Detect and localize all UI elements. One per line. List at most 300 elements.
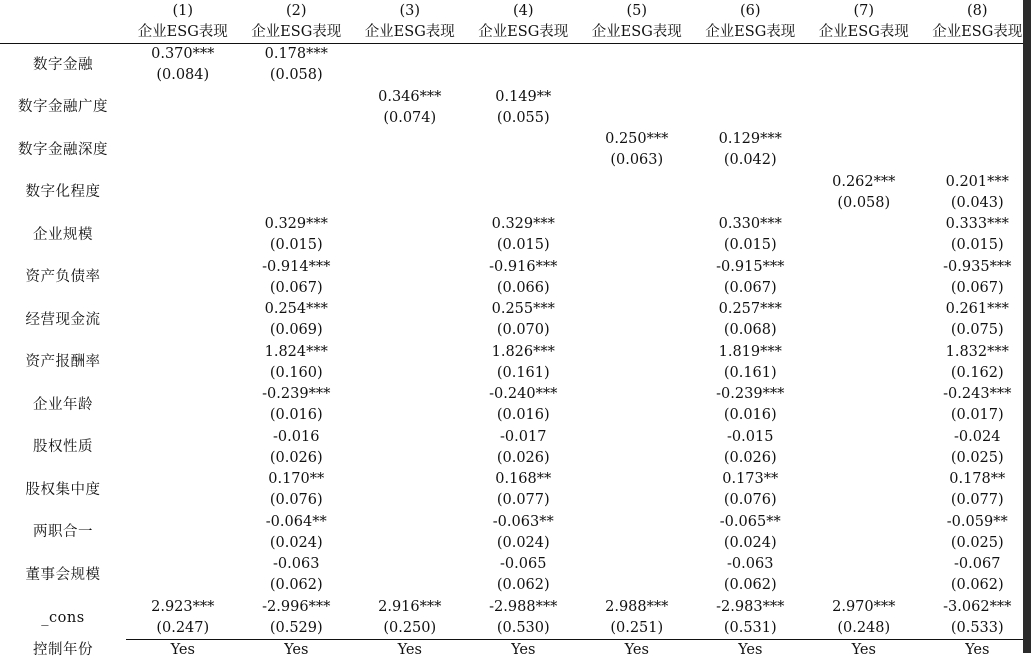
standard-error-cell: (0.015) <box>921 235 1031 257</box>
standard-error-cell <box>126 193 240 215</box>
coefficient-cell: 1.832*** <box>921 342 1031 363</box>
coefficient-cell: -0.239*** <box>694 384 808 405</box>
variable-label: 资产负债率 <box>0 257 126 300</box>
coefficient-cell <box>807 214 921 235</box>
standard-error-cell <box>126 448 240 470</box>
standard-error-cell: (0.024) <box>467 533 581 555</box>
table-row <box>0 150 1031 172</box>
standard-error-cell <box>126 490 240 512</box>
standard-error-cell <box>807 575 921 597</box>
standard-error-cell: (0.062) <box>467 575 581 597</box>
coefficient-cell <box>126 87 240 108</box>
table-row <box>0 427 1031 448</box>
coefficient-cell: 0.261*** <box>921 299 1031 320</box>
table-row <box>0 108 1031 130</box>
standard-error-cell: (0.026) <box>467 448 581 470</box>
table-row <box>0 469 1031 490</box>
table-row <box>0 363 1031 385</box>
table-row <box>0 193 1031 215</box>
standard-error-cell: (0.017) <box>921 405 1031 427</box>
table-row <box>0 87 1031 108</box>
standard-error-cell: (0.077) <box>467 490 581 512</box>
coefficient-cell <box>353 214 467 235</box>
coefficient-cell: -0.239*** <box>240 384 354 405</box>
dependent-variable: 企业ESG表现 <box>126 21 240 44</box>
column-number: (1) <box>126 2 240 21</box>
coefficient-cell <box>580 44 694 66</box>
standard-error-cell: (0.250) <box>353 618 467 640</box>
coefficient-cell <box>580 554 694 575</box>
standard-error-cell <box>353 235 467 257</box>
standard-error-cell: (0.016) <box>240 405 354 427</box>
standard-error-cell: (0.161) <box>467 363 581 385</box>
coefficient-cell <box>353 469 467 490</box>
dependent-variable: 企业ESG表现 <box>240 21 354 44</box>
standard-error-cell: (0.074) <box>353 108 467 130</box>
standard-error-cell <box>807 320 921 342</box>
coefficient-cell <box>807 299 921 320</box>
dependent-variable: 企业ESG表现 <box>807 21 921 44</box>
table-row <box>0 257 1031 278</box>
standard-error-cell: (0.015) <box>694 235 808 257</box>
coefficient-cell: -0.059** <box>921 512 1031 533</box>
standard-error-cell: (0.062) <box>694 575 808 597</box>
coefficient-cell <box>580 214 694 235</box>
control-value: Yes <box>353 640 467 660</box>
coefficient-cell <box>921 129 1031 150</box>
coefficient-cell: 0.250*** <box>580 129 694 150</box>
standard-error-cell <box>807 490 921 512</box>
table-row <box>0 65 1031 87</box>
coefficient-cell <box>807 469 921 490</box>
coefficient-cell <box>126 299 240 320</box>
variable-label: 董事会规模 <box>0 554 126 597</box>
coefficient-cell <box>353 554 467 575</box>
coefficient-cell <box>694 87 808 108</box>
standard-error-cell <box>921 65 1031 87</box>
standard-error-cell: (0.067) <box>921 278 1031 300</box>
standard-error-cell: (0.025) <box>921 448 1031 470</box>
control-value: Yes <box>240 640 354 660</box>
column-number: (6) <box>694 2 808 21</box>
standard-error-cell <box>353 533 467 555</box>
control-value: Yes <box>467 640 581 660</box>
coefficient-cell: 0.129*** <box>694 129 808 150</box>
coefficient-cell: 2.988*** <box>580 597 694 618</box>
standard-error-cell: (0.248) <box>807 618 921 640</box>
standard-error-cell: (0.067) <box>694 278 808 300</box>
coefficient-cell: -0.063 <box>240 554 354 575</box>
dependent-variable: 企业ESG表现 <box>694 21 808 44</box>
coefficient-cell: -0.916*** <box>467 257 581 278</box>
coefficient-cell: -0.016 <box>240 427 354 448</box>
table-row <box>0 299 1031 320</box>
coefficient-cell: 1.826*** <box>467 342 581 363</box>
coefficient-cell <box>807 554 921 575</box>
coefficient-cell: 2.970*** <box>807 597 921 618</box>
coefficient-cell <box>580 299 694 320</box>
variable-label: 企业规模 <box>0 214 126 257</box>
standard-error-cell <box>694 65 808 87</box>
standard-error-cell <box>580 405 694 427</box>
variable-label: _cons <box>0 597 126 640</box>
standard-error-cell: (0.160) <box>240 363 354 385</box>
coefficient-cell <box>353 257 467 278</box>
standard-error-cell <box>807 363 921 385</box>
standard-error-cell: (0.058) <box>807 193 921 215</box>
standard-error-cell: (0.015) <box>240 235 354 257</box>
standard-error-cell <box>580 490 694 512</box>
standard-error-cell <box>807 108 921 130</box>
table-row <box>0 384 1031 405</box>
coefficient-cell <box>694 44 808 66</box>
standard-error-cell: (0.062) <box>240 575 354 597</box>
coefficient-cell <box>353 427 467 448</box>
standard-error-cell: (0.058) <box>240 65 354 87</box>
standard-error-cell <box>467 65 581 87</box>
standard-error-cell: (0.070) <box>467 320 581 342</box>
standard-error-cell <box>353 320 467 342</box>
coefficient-cell <box>353 129 467 150</box>
variable-label: 数字金融深度 <box>0 129 126 172</box>
coefficient-cell <box>807 257 921 278</box>
coefficient-cell: -0.064** <box>240 512 354 533</box>
coefficient-cell: 1.819*** <box>694 342 808 363</box>
coefficient-cell <box>580 384 694 405</box>
standard-error-cell <box>126 320 240 342</box>
coefficient-cell <box>240 129 354 150</box>
standard-error-cell <box>126 575 240 597</box>
standard-error-cell: (0.247) <box>126 618 240 640</box>
dependent-variable: 企业ESG表现 <box>467 21 581 44</box>
coefficient-cell <box>467 44 581 66</box>
standard-error-cell <box>807 405 921 427</box>
coefficient-cell: 0.149** <box>467 87 581 108</box>
table-row <box>0 44 1031 66</box>
standard-error-cell: (0.026) <box>694 448 808 470</box>
table-row <box>0 575 1031 597</box>
standard-error-cell: (0.043) <box>921 193 1031 215</box>
coefficient-cell: -0.067 <box>921 554 1031 575</box>
coefficient-cell: -0.935*** <box>921 257 1031 278</box>
standard-error-cell <box>126 108 240 130</box>
table-row <box>0 512 1031 533</box>
table-row <box>0 554 1031 575</box>
table-row <box>0 214 1031 235</box>
standard-error-cell: (0.076) <box>694 490 808 512</box>
standard-error-cell <box>807 235 921 257</box>
standard-error-cell <box>353 490 467 512</box>
standard-error-cell <box>126 150 240 172</box>
coefficient-cell: -0.017 <box>467 427 581 448</box>
window-edge <box>1023 0 1031 653</box>
control-label: 控制年份 <box>0 640 126 660</box>
header-corner <box>0 21 126 44</box>
column-number: (3) <box>353 2 467 21</box>
coefficient-cell: -0.065** <box>694 512 808 533</box>
variable-label: 股权性质 <box>0 427 126 470</box>
coefficient-cell: 0.262*** <box>807 172 921 193</box>
coefficient-cell: 0.173** <box>694 469 808 490</box>
coefficient-cell <box>580 87 694 108</box>
variable-label: 数字化程度 <box>0 172 126 215</box>
standard-error-cell: (0.077) <box>921 490 1031 512</box>
standard-error-cell <box>126 278 240 300</box>
standard-error-cell <box>921 150 1031 172</box>
dependent-variable: 企业ESG表现 <box>921 21 1031 44</box>
coefficient-cell <box>580 469 694 490</box>
dependent-variable-row <box>0 21 1031 44</box>
standard-error-cell <box>921 108 1031 130</box>
table-row <box>0 320 1031 342</box>
standard-error-cell <box>240 108 354 130</box>
variable-label: 资产报酬率 <box>0 342 126 385</box>
coefficient-cell <box>807 512 921 533</box>
coefficient-cell: -0.063** <box>467 512 581 533</box>
standard-error-cell <box>240 193 354 215</box>
coefficient-cell: 2.916*** <box>353 597 467 618</box>
coefficient-cell: 0.330*** <box>694 214 808 235</box>
coefficient-cell: -0.240*** <box>467 384 581 405</box>
coefficient-cell: 0.329*** <box>240 214 354 235</box>
coefficient-cell <box>240 172 354 193</box>
coefficient-cell: -0.024 <box>921 427 1031 448</box>
standard-error-cell <box>580 278 694 300</box>
coefficient-cell <box>126 257 240 278</box>
standard-error-cell <box>807 150 921 172</box>
coefficient-cell <box>467 172 581 193</box>
standard-error-cell: (0.075) <box>921 320 1031 342</box>
variable-label: 数字金融 <box>0 44 126 87</box>
standard-error-cell <box>467 193 581 215</box>
coefficient-cell <box>353 172 467 193</box>
standard-error-cell: (0.016) <box>467 405 581 427</box>
coefficient-cell: -3.062*** <box>921 597 1031 618</box>
standard-error-cell <box>694 193 808 215</box>
table-row <box>0 405 1031 427</box>
coefficient-cell <box>126 342 240 363</box>
standard-error-cell: (0.025) <box>921 533 1031 555</box>
table-row <box>0 597 1031 618</box>
standard-error-cell <box>126 405 240 427</box>
coefficient-cell: -0.065 <box>467 554 581 575</box>
standard-error-cell <box>807 448 921 470</box>
header-corner <box>0 2 126 21</box>
coefficient-cell: 0.370*** <box>126 44 240 66</box>
coefficient-cell: 0.170** <box>240 469 354 490</box>
coefficient-cell: 0.178*** <box>240 44 354 66</box>
standard-error-cell <box>353 363 467 385</box>
standard-error-cell <box>353 193 467 215</box>
variable-label: 两职合一 <box>0 512 126 555</box>
standard-error-cell <box>580 320 694 342</box>
standard-error-cell <box>580 448 694 470</box>
standard-error-cell <box>580 235 694 257</box>
variable-label: 经营现金流 <box>0 299 126 342</box>
standard-error-cell: (0.067) <box>240 278 354 300</box>
standard-error-cell <box>353 448 467 470</box>
standard-error-cell <box>580 363 694 385</box>
coefficient-cell <box>353 44 467 66</box>
coefficient-cell <box>353 384 467 405</box>
standard-error-cell <box>694 108 808 130</box>
standard-error-cell <box>467 150 581 172</box>
standard-error-cell: (0.042) <box>694 150 808 172</box>
standard-error-cell: (0.069) <box>240 320 354 342</box>
coefficient-cell <box>807 384 921 405</box>
coefficient-cell <box>240 87 354 108</box>
standard-error-cell: (0.076) <box>240 490 354 512</box>
standard-error-cell: (0.529) <box>240 618 354 640</box>
table-row <box>0 618 1031 640</box>
control-value: Yes <box>126 640 240 660</box>
coefficient-cell: -0.063 <box>694 554 808 575</box>
control-value: Yes <box>807 640 921 660</box>
standard-error-cell <box>353 575 467 597</box>
coefficient-cell <box>694 172 808 193</box>
dependent-variable: 企业ESG表现 <box>353 21 467 44</box>
coefficient-cell <box>807 342 921 363</box>
column-number: (2) <box>240 2 354 21</box>
standard-error-cell: (0.016) <box>694 405 808 427</box>
coefficient-cell <box>126 469 240 490</box>
table-row <box>0 129 1031 150</box>
table-row <box>0 278 1031 300</box>
coefficient-cell: -2.988*** <box>467 597 581 618</box>
standard-error-cell: (0.024) <box>240 533 354 555</box>
coefficient-cell <box>580 257 694 278</box>
standard-error-cell <box>353 278 467 300</box>
standard-error-cell: (0.530) <box>467 618 581 640</box>
column-number-row <box>0 2 1031 21</box>
standard-error-cell <box>580 193 694 215</box>
coefficient-cell <box>353 299 467 320</box>
coefficient-cell <box>807 427 921 448</box>
standard-error-cell: (0.026) <box>240 448 354 470</box>
standard-error-cell: (0.531) <box>694 618 808 640</box>
column-number: (5) <box>580 2 694 21</box>
variable-label: 企业年龄 <box>0 384 126 427</box>
variable-label: 数字金融广度 <box>0 87 126 130</box>
standard-error-cell: (0.161) <box>694 363 808 385</box>
coefficient-cell <box>126 554 240 575</box>
standard-error-cell <box>580 533 694 555</box>
coefficient-cell: -0.915*** <box>694 257 808 278</box>
coefficient-cell <box>580 342 694 363</box>
standard-error-cell: (0.063) <box>580 150 694 172</box>
coefficient-cell: 1.824*** <box>240 342 354 363</box>
standard-error-cell: (0.068) <box>694 320 808 342</box>
control-value: Yes <box>580 640 694 660</box>
coefficient-cell <box>580 427 694 448</box>
table-row <box>0 448 1031 470</box>
standard-error-cell <box>353 405 467 427</box>
standard-error-cell <box>240 150 354 172</box>
table-header <box>0 2 1031 44</box>
coefficient-cell <box>126 129 240 150</box>
standard-error-cell <box>580 575 694 597</box>
column-number: (8) <box>921 2 1031 21</box>
standard-error-cell: (0.533) <box>921 618 1031 640</box>
standard-error-cell <box>580 108 694 130</box>
coefficient-cell: -2.996*** <box>240 597 354 618</box>
coefficient-cell: 0.168** <box>467 469 581 490</box>
coefficient-cell: 0.346*** <box>353 87 467 108</box>
coefficient-cell: 0.329*** <box>467 214 581 235</box>
standard-error-cell <box>353 65 467 87</box>
standard-error-cell <box>126 533 240 555</box>
table-row <box>0 172 1031 193</box>
coefficient-cell <box>126 172 240 193</box>
control-value: Yes <box>921 640 1031 660</box>
variable-label: 股权集中度 <box>0 469 126 512</box>
coefficient-cell <box>126 512 240 533</box>
coefficient-cell <box>580 172 694 193</box>
coefficient-cell <box>467 129 581 150</box>
coefficient-cell <box>126 214 240 235</box>
coefficient-cell: 0.255*** <box>467 299 581 320</box>
table-row <box>0 490 1031 512</box>
coefficient-cell: 0.178** <box>921 469 1031 490</box>
table-row <box>0 235 1031 257</box>
coefficient-cell <box>921 44 1031 66</box>
coefficient-cell <box>807 44 921 66</box>
control-row <box>0 640 1031 660</box>
column-number: (4) <box>467 2 581 21</box>
coefficient-cell <box>807 129 921 150</box>
dependent-variable: 企业ESG表现 <box>580 21 694 44</box>
standard-error-cell: (0.251) <box>580 618 694 640</box>
standard-error-cell: (0.062) <box>921 575 1031 597</box>
coefficient-cell: 0.333*** <box>921 214 1031 235</box>
coefficient-cell <box>580 512 694 533</box>
standard-error-cell <box>580 65 694 87</box>
table-row <box>0 342 1031 363</box>
column-number: (7) <box>807 2 921 21</box>
standard-error-cell: (0.055) <box>467 108 581 130</box>
standard-error-cell: (0.024) <box>694 533 808 555</box>
table-body <box>0 44 1031 660</box>
standard-error-cell <box>126 235 240 257</box>
standard-error-cell <box>126 363 240 385</box>
coefficient-cell: 0.201*** <box>921 172 1031 193</box>
coefficient-cell: -0.914*** <box>240 257 354 278</box>
standard-error-cell: (0.162) <box>921 363 1031 385</box>
coefficient-cell <box>126 427 240 448</box>
coefficient-cell <box>807 87 921 108</box>
table-row <box>0 533 1031 555</box>
control-value: Yes <box>694 640 808 660</box>
standard-error-cell <box>353 150 467 172</box>
coefficient-cell <box>353 512 467 533</box>
coefficient-cell <box>126 384 240 405</box>
coefficient-cell <box>353 342 467 363</box>
standard-error-cell: (0.066) <box>467 278 581 300</box>
coefficient-cell: 2.923*** <box>126 597 240 618</box>
standard-error-cell: (0.015) <box>467 235 581 257</box>
standard-error-cell <box>807 65 921 87</box>
coefficient-cell: 0.257*** <box>694 299 808 320</box>
standard-error-cell <box>807 278 921 300</box>
coefficient-cell: -0.015 <box>694 427 808 448</box>
standard-error-cell: (0.084) <box>126 65 240 87</box>
coefficient-cell: -2.983*** <box>694 597 808 618</box>
standard-error-cell <box>807 533 921 555</box>
coefficient-cell: -0.243*** <box>921 384 1031 405</box>
coefficient-cell: 0.254*** <box>240 299 354 320</box>
coefficient-cell <box>921 87 1031 108</box>
regression-table <box>0 2 1031 660</box>
